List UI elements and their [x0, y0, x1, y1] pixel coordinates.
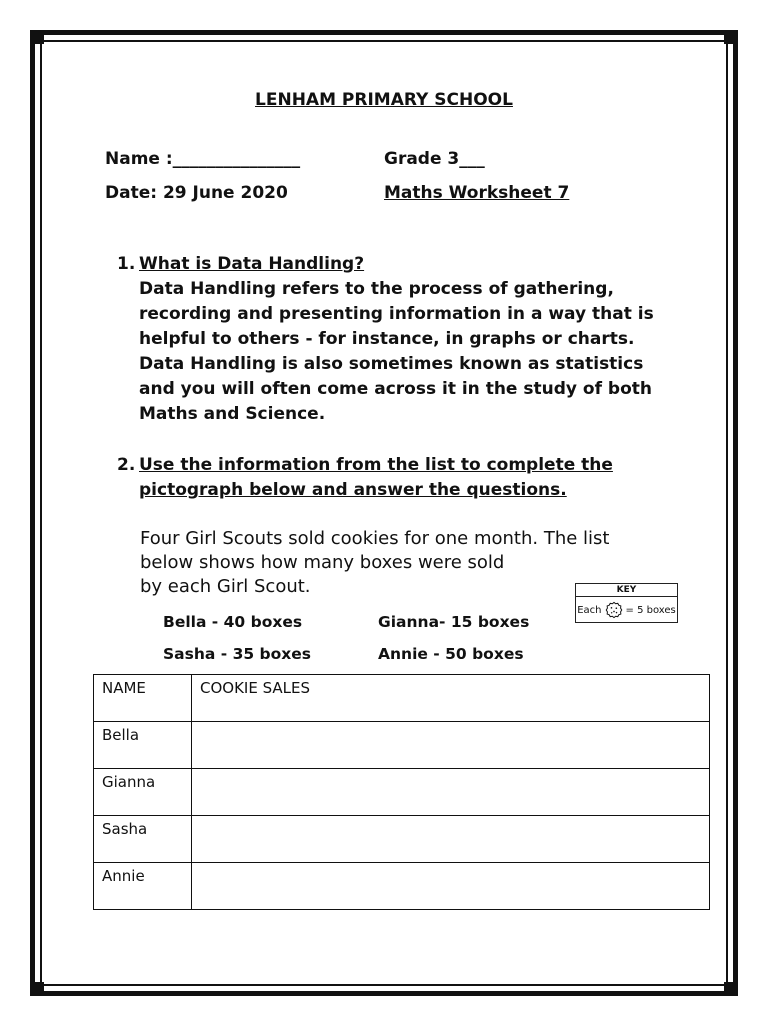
- header-name: NAME: [94, 675, 192, 722]
- q1-line: helpful to others - for instance, in graphs or charts.: [139, 329, 635, 349]
- corner-top-left: [30, 30, 44, 44]
- entry-sasha: Sasha - 35 boxes: [163, 645, 312, 663]
- pictograph-table: [93, 674, 710, 910]
- q1-line: Data Handling refers to the process of gathering,: [139, 279, 614, 299]
- key-title: KEY: [576, 584, 677, 597]
- row-sales-cell[interactable]: [192, 769, 710, 816]
- entry-gianna: Gianna- 15 boxes: [378, 613, 530, 631]
- row-sales-cell[interactable]: [192, 722, 710, 769]
- table-row: [94, 769, 710, 816]
- q2-number: 2.: [117, 455, 136, 475]
- q1-line: recording and presenting information in a way that is: [139, 304, 654, 324]
- date-label: Date: 29 June 2020: [105, 183, 288, 203]
- school-title: LENHAM PRIMARY SCHOOL: [255, 90, 513, 110]
- q1-number: 1.: [117, 254, 136, 274]
- key-body: [576, 597, 677, 623]
- key-prefix: Each: [577, 604, 602, 616]
- worksheet-label: Maths Worksheet 7: [384, 183, 570, 203]
- q2-title-line: Use the information from the list to complete the: [139, 455, 613, 475]
- entry-bella: Bella - 40 boxes: [163, 613, 303, 631]
- q1-line: and you will often come across it in the study of both: [139, 379, 652, 399]
- header-cookie-sales: COOKIE SALES: [192, 675, 710, 722]
- grade-label: Grade 3___: [384, 149, 485, 169]
- corner-bottom-right: [724, 982, 738, 996]
- corner-bottom-left: [30, 982, 44, 996]
- q2-title: [139, 453, 613, 503]
- intro-line: by each Girl Scout.: [140, 576, 311, 597]
- q1-line: Data Handling is also sometimes known as statistics: [139, 354, 644, 374]
- key-suffix: = 5 boxes: [625, 604, 676, 616]
- intro-line: below shows how many boxes were sold: [140, 552, 505, 573]
- q2-intro: [140, 527, 609, 599]
- table-row: [94, 722, 710, 769]
- cookie-icon: [605, 601, 623, 619]
- intro-line: Four Girl Scouts sold cookies for one month. The list: [140, 528, 610, 549]
- pictograph-key: [575, 583, 678, 623]
- entry-annie: Annie - 50 boxes: [378, 645, 524, 663]
- row-name: Gianna: [94, 769, 192, 816]
- table-row: [94, 863, 710, 910]
- row-sales-cell[interactable]: [192, 863, 710, 910]
- table-header-row: [94, 675, 710, 722]
- row-name: Bella: [94, 722, 192, 769]
- q1-title: What is Data Handling?: [139, 254, 365, 274]
- q1-line: Maths and Science.: [139, 404, 326, 424]
- table-row: [94, 816, 710, 863]
- name-field-label: Name :_______________: [105, 149, 301, 169]
- row-sales-cell[interactable]: [192, 816, 710, 863]
- q2-title-line: pictograph below and answer the questions.: [139, 480, 567, 500]
- row-name: Annie: [94, 863, 192, 910]
- row-name: Sasha: [94, 816, 192, 863]
- corner-top-right: [724, 30, 738, 44]
- q1-paragraph: [139, 277, 654, 427]
